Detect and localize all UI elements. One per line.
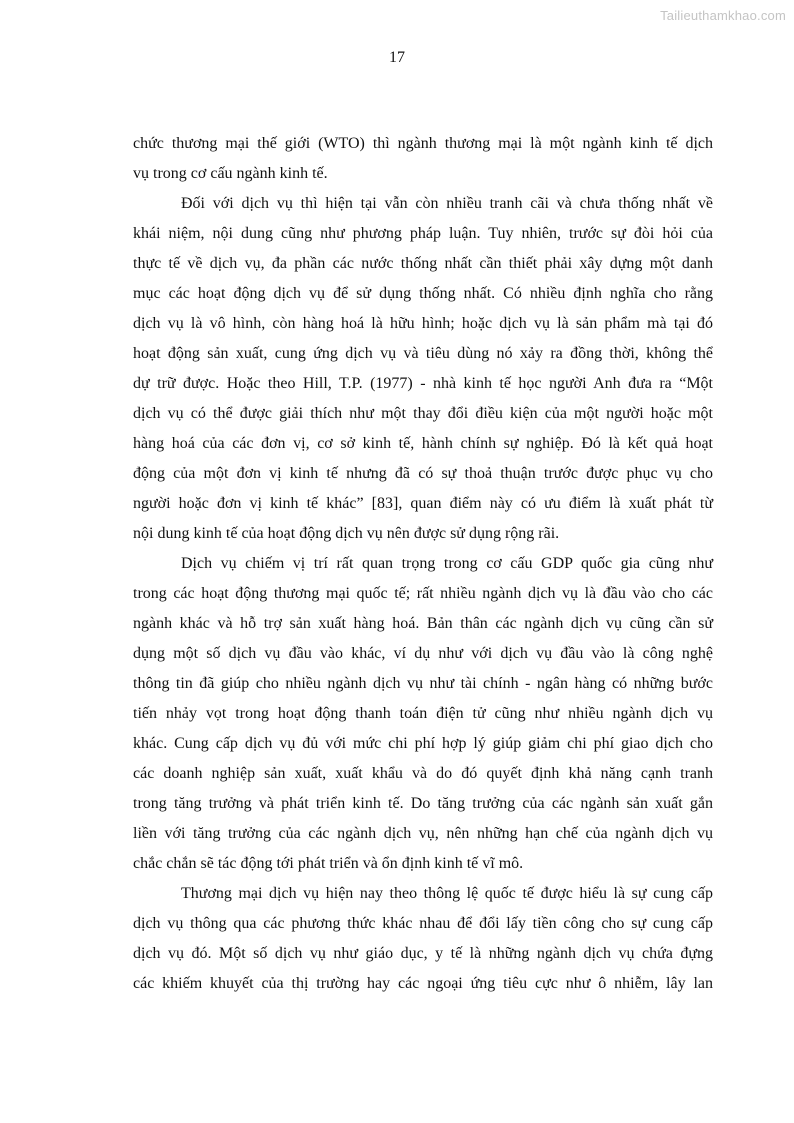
text-line: các khiếm khuyết của thị trường hay các ngoại ứng tiêu cực như ô nhiễm, lây lan [133,975,713,992]
text-line: trong các hoạt động thương mại quốc tế; rất nhiều ngành dịch vụ là đầu vào cho các [133,585,713,602]
page-number: 17 [389,49,405,66]
text-line: dự trữ được. Hoặc theo Hill, T.P. (1977) - nhà kinh tế học người Anh đưa ra “Một [133,375,713,392]
text-line: người hoặc đơn vị kinh tế khác” [83], quan điểm này có ưu điểm là xuất phát từ [133,495,713,512]
paragraph-service-role [133,549,713,879]
text-line: động của một đơn vị kinh tế nhưng đã có sự thoả thuận trước được phục vụ cho [133,465,713,482]
text-line: các doanh nghiệp sản xuất, xuất khẩu và do đó quyết định khả năng cạnh tranh [133,765,713,782]
text-line: tiến nhảy vọt trong hoạt động thanh toán điện tử cũng như nhiều ngành dịch vụ [133,705,713,722]
text-line: dịch vụ là vô hình, còn hàng hoá là hữu hình; hoặc dịch vụ là sản phẩm mà tại đó [133,315,713,332]
text-line: ngành khác và hỗ trợ sản xuất hàng hoá. Bản thân các ngành dịch vụ cũng cần sử [133,615,713,632]
text-line: mục các hoạt động dịch vụ để sử dụng thống nhất. Có nhiều định nghĩa cho rằng [133,285,713,302]
text-line: dịch vụ có thể được giải thích như một thay đổi điều kiện của một người hoặc một [133,405,713,422]
text-line: thông tin đã giúp cho nhiều ngành dịch vụ như tài chính - ngân hàng có những bước [133,675,713,692]
text-line: khái niệm, nội dung cũng như phương pháp luận. Tuy nhiên, trước sự đòi hỏi của [133,225,713,242]
text-line: Dịch vụ chiếm vị trí rất quan trọng trong cơ cấu GDP quốc gia cũng như [181,555,713,572]
text-line: Thương mại dịch vụ hiện nay theo thông lệ quốc tế được hiểu là sự cung cấp [181,885,713,902]
text-line: liền với tăng trưởng của các ngành dịch vụ, nên những hạn chế của ngành dịch vụ [133,825,713,842]
watermark-text: Tailieuthamkhao.com [660,8,786,23]
text-line: dịch vụ thông qua các phương thức khác nhau để đổi lấy tiền công cho sự cung cấp [133,915,713,932]
text-line: thực tế về dịch vụ, đa phần các nước thống nhất cần thiết phải xây dựng một danh [133,255,713,272]
paragraph-continuation [133,129,713,189]
text-line: Đối với dịch vụ thì hiện tại vẫn còn nhiều tranh cãi và chưa thống nhất về [181,195,713,212]
text-line: vụ trong cơ cấu ngành kinh tế. [133,165,328,182]
paragraph-services-trade [133,879,713,999]
text-line: chức thương mại thế giới (WTO) thì ngành thương mại là một ngành kinh tế dịch [133,135,713,152]
text-line: hoạt động sản xuất, cung ứng dịch vụ và tiêu dùng nó xảy ra đồng thời, không thể [133,345,713,362]
text-line: trong tăng trưởng và phát triển kinh tế. Do tăng trưởng của các ngành sản xuất gắn [133,795,713,812]
text-line: chắc chắn sẽ tác động tới phát triển và ổn định kinh tế vĩ mô. [133,855,524,872]
document-body [133,129,713,999]
text-line: hàng hoá của các đơn vị, cơ sở kinh tế, hành chính sự nghiệp. Đó là kết quả hoạt [133,435,713,452]
text-line: khác. Cung cấp dịch vụ đủ với mức chi phí hợp lý giúp giảm chi phí giao dịch cho [133,735,713,752]
text-line: dịch vụ đó. Một số dịch vụ như giáo dục, y tế là những ngành dịch vụ chứa đựng [133,945,713,962]
paragraph-service-definition [133,189,713,549]
text-line: nội dung kinh tế của hoạt động dịch vụ nên được sử dụng rộng rãi. [133,525,560,542]
text-line: dụng một số dịch vụ đầu vào khác, ví dụ như với dịch vụ đầu vào là công nghệ [133,645,713,662]
